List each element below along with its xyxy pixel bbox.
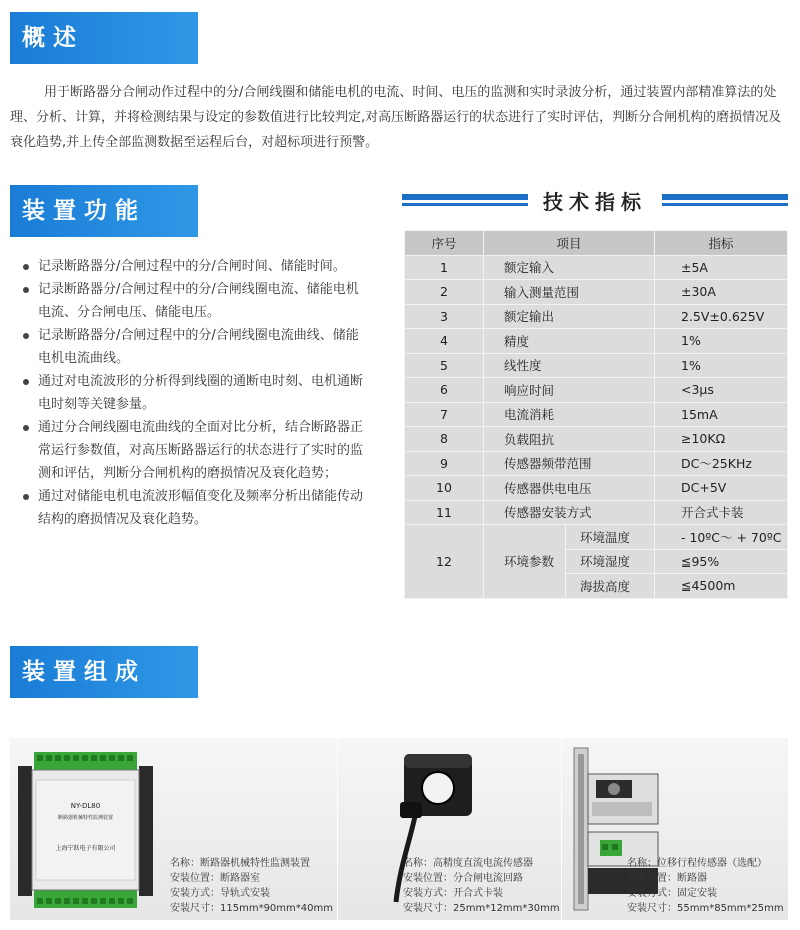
caption-line: 安装尺寸：25mm*12mm*30mm: [403, 903, 560, 914]
row-index: 2: [405, 280, 484, 305]
spec-title-text: 技术指标: [543, 190, 647, 214]
row-value: 1%: [655, 329, 788, 354]
title-decoration-left: [402, 194, 528, 210]
row-value: ≥10KΩ: [655, 427, 788, 452]
spec-title: [402, 186, 788, 218]
row-item: 输入测量范围: [484, 280, 655, 305]
row-item: 线性度: [484, 353, 655, 378]
panel-divider: [561, 738, 562, 920]
panel-divider: [337, 738, 338, 920]
device-caption: [170, 856, 333, 916]
env-sub-item: 环境温度: [566, 525, 655, 550]
function-item: 通过对电流波形的分析得到线圈的通断电时刻、电机通断电时刻等关键参量。: [22, 370, 367, 416]
row-value: 1%: [655, 353, 788, 378]
title-decoration-right: [662, 194, 788, 210]
spec-header-row: [405, 231, 788, 256]
sensor-caption: [403, 856, 560, 916]
row-index: 9: [405, 451, 484, 476]
row-index: 5: [405, 353, 484, 378]
function-item: 通过对储能电机电流波形幅值变化及频率分析出储能传动结构的磨损情况及衰化趋势。: [22, 485, 367, 531]
row-item: 额定输入: [484, 255, 655, 280]
row-item: 响应时间: [484, 378, 655, 403]
device-model-label: NY-DL80: [70, 802, 101, 810]
caption-line: 安装位置：断路器: [627, 873, 707, 884]
table-row: [405, 280, 788, 305]
row-item: 额定输出: [484, 304, 655, 329]
row-item: 传感器频带范围: [484, 451, 655, 476]
header-item: 项目: [484, 231, 655, 256]
row-value: ±30A: [655, 280, 788, 305]
overview-text-block: [10, 80, 785, 155]
function-item: 记录断路器分/合闸过程中的分/合闸线圈电流曲线、储能电机电流曲线。: [22, 324, 367, 370]
row-item: 精度: [484, 329, 655, 354]
table-row: [405, 255, 788, 280]
overview-paragraph: 用于断路器分合闸动作过程中的分/合闸线圈和储能电机的电流、时间、电压的监测和实时录波分析，通过装置内部精准算法的处理、分析、计算，并将检测结果与设定的参数值进行比较判定,对高压断路器运行的状态进行了实时评估，判断分合闸机构的磨损情况及衰化趋势,并上传全部监测数据至运程后台，对超标项进行预警。: [10, 85, 782, 150]
table-row: [405, 353, 788, 378]
row-value: ±5A: [655, 255, 788, 280]
table-row: [405, 476, 788, 501]
function-item: 记录断路器分/合闸过程中的分/合闸线圈电流、储能电机电流、分合闸电压、储能电压。: [22, 278, 367, 324]
env-sub-value: ≦95%: [655, 549, 788, 574]
row-value: 15mA: [655, 402, 788, 427]
row-value: DC～25KHz: [655, 451, 788, 476]
caption-line: 名称：位移行程传感器（选配）: [627, 858, 767, 869]
env-sub-item: 海拔高度: [566, 574, 655, 599]
caption-line: 安装尺寸：55mm*85mm*25mm: [627, 903, 784, 914]
composition-panel: [10, 738, 788, 920]
row-index: 12: [405, 525, 484, 599]
caption-line: 安装尺寸：115mm*90mm*40mm: [170, 903, 333, 914]
row-value: 2.5V±0.625V: [655, 304, 788, 329]
caption-line: 安装位置：断路器室: [170, 873, 260, 884]
functions-section-title: 装置功能: [10, 185, 198, 237]
row-index: 7: [405, 402, 484, 427]
monitoring-device-image: [18, 750, 153, 910]
env-sub-item: 环境湿度: [566, 549, 655, 574]
caption-line: 安装方式：开合式卡装: [403, 888, 503, 899]
caption-line: 名称：断路器机械特性监测装置: [170, 858, 310, 869]
row-index: 6: [405, 378, 484, 403]
caption-line: 安装方式：导轨式安装: [170, 888, 270, 899]
row-index: 1: [405, 255, 484, 280]
overview-section-title: 概述: [10, 12, 198, 64]
table-row: [405, 378, 788, 403]
function-item: 记录断路器分/合闸过程中的分/合闸时间、储能时间。: [22, 255, 367, 278]
row-item: 电流消耗: [484, 402, 655, 427]
header-value: 指标: [655, 231, 788, 256]
row-item: 环境参数: [484, 525, 566, 599]
function-list: [22, 255, 367, 531]
displacement-caption: [627, 856, 784, 916]
env-sub-value: ≦4500m: [655, 574, 788, 599]
table-row: [405, 427, 788, 452]
row-item: 负载阻抗: [484, 427, 655, 452]
row-index: 3: [405, 304, 484, 329]
table-row: [405, 304, 788, 329]
table-row: [405, 525, 788, 550]
row-index: 10: [405, 476, 484, 501]
spec-table: [404, 230, 788, 599]
row-value: 开合式卡装: [655, 500, 788, 525]
monitoring-device-icon: [18, 750, 153, 910]
env-sub-value: - 10ºC～ + 70ºC: [655, 525, 788, 550]
row-index: 4: [405, 329, 484, 354]
table-row: [405, 500, 788, 525]
device-company-label: 上海宁跃电子有限公司: [55, 845, 116, 852]
caption-line: 安装方式：固定安装: [627, 888, 717, 899]
row-index: 11: [405, 500, 484, 525]
function-item: 通过分合闸线圈电流曲线的全面对比分析，结合断路器正常运行参数值，对高压断路器运行的状态进行了实时的监测和评估，判断分合闸机构的磨损情况及衰化趋势；: [22, 416, 367, 485]
row-value: <3μs: [655, 378, 788, 403]
header-index: 序号: [405, 231, 484, 256]
table-row: [405, 329, 788, 354]
device-desc-label: 断路器机械特性监测装置: [57, 815, 113, 821]
row-value: DC+5V: [655, 476, 788, 501]
table-row: [405, 451, 788, 476]
caption-line: 名称：高精度直流电流传感器: [403, 858, 533, 869]
row-item: 传感器安装方式: [484, 500, 655, 525]
caption-line: 安装位置：分合闸电流回路: [403, 873, 523, 884]
table-row: [405, 402, 788, 427]
row-item: 传感器供电电压: [484, 476, 655, 501]
composition-section-title: 装置组成: [10, 646, 198, 698]
row-index: 8: [405, 427, 484, 452]
